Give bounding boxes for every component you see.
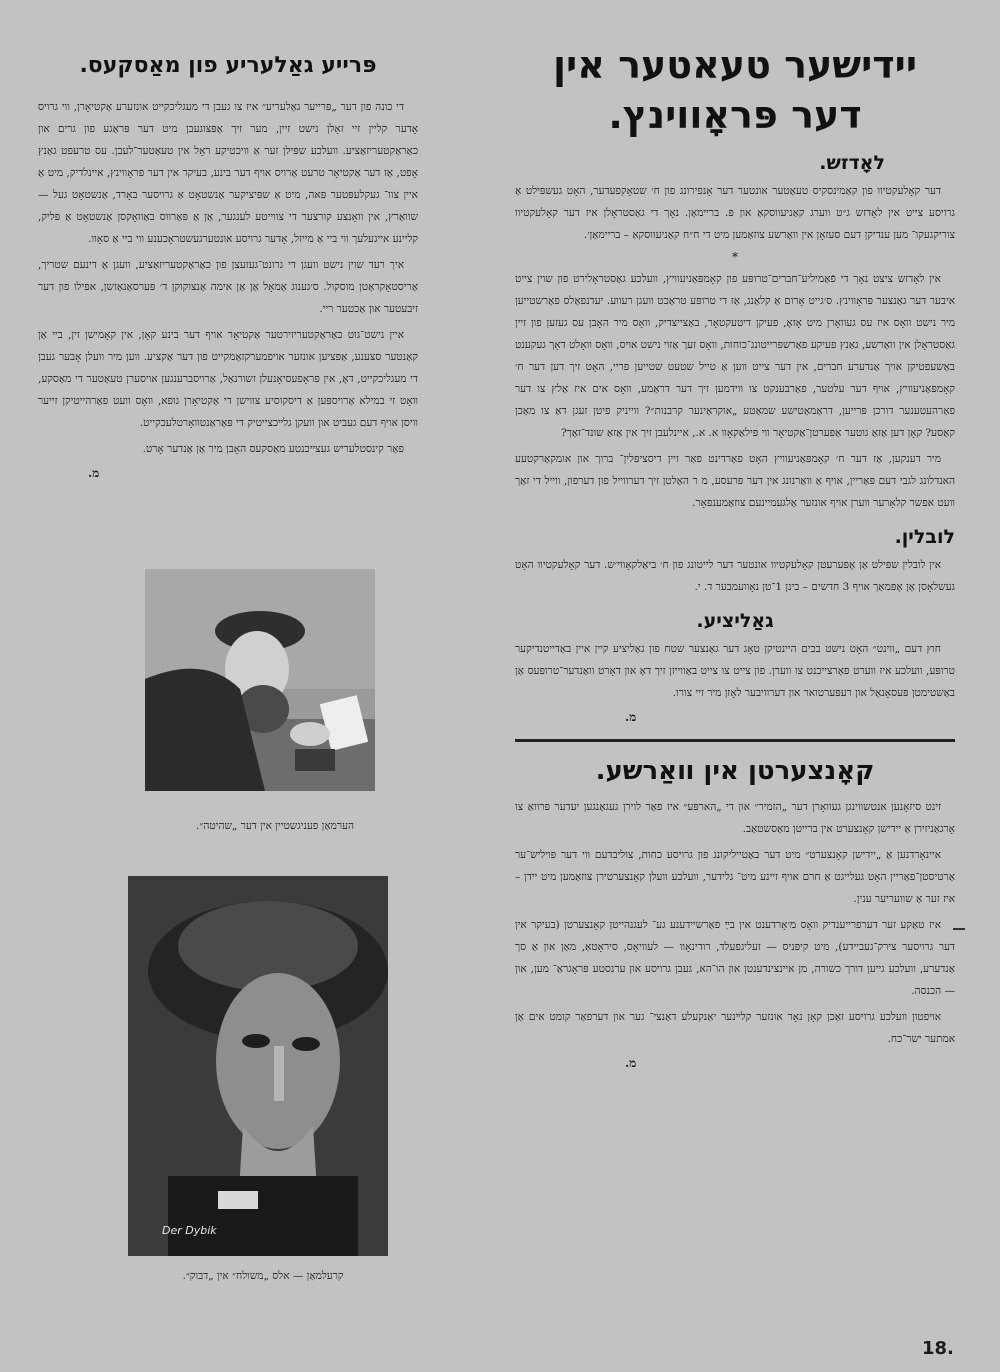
concerts-paragraph-4: אויפטון וועלכע גרויסע זאַכן קאָן נאָר אונזער קלײנער יאַנקעלע דאַנצי־ גער און דערפאַר קומט אים אַן אמתער ישר־כח. [515,1011,955,1045]
photo-reader-caption: הערמאַן פעניגשטיין אין דער „שהיטה״. [196,820,354,832]
section-divider [515,739,955,742]
photo-dybbuk [128,876,388,1256]
photo-dybbuk-caption: קרעלמאַן — אלס „משולח״ אין „דבוק״. [182,1270,344,1282]
masks-paragraph-2: איך רעד שוין נישט וועגן די גרונט־געזעצן פון כאַראַקטעריזאַציע, וועגן אַ דינעם שטריך, אַריסטאָקראַטן מוסקול. ס׳גענוג אַמאָל אַן אַן אימה אַנצוקוקן ד׳ פּערסאַנאַזשן, אפילו פון דער זיבעטער און אַכטער ריי. [38,259,418,315]
galicia-signature: מ. [625,710,637,724]
lublin-heading: לובלין. [894,526,955,548]
lodz-paragraph-1: דער קאָלעקטיוו פון קאַמינסקיס טעאַטער אונטער דער אָנפירונג פון ח׳ שטאָקפעדער, האָט געשפּילט אַ גרויסע צייט אין לאָדזש ג״ט ווערג קאַניעווסקאַ און פּ. בריימאַן. נאָך די גאַסטראָלן איז דער קאָלעקטיוו צוריקגעקו־ מען ענדיקן דעם סעזאָן אין װאַרשע צוזאַמען מיט די ח״ח קאַניעווסקאַ – בריימאַן׳. [515,185,955,241]
masks-paragraph-3: איין נישט־גוט כאַראַקטעריזירטער אַקטיאָר אויף דער בינע קאָן, אין קאָמישן זין, ביי אַן קאַנטער סצענע, אַפּציען אונזער אויפמערקזאַמקייט פון דער אַקציע. ווען מיר וועלן אָבער געבן די מעגליכקייט, דאָ, אין פּראָפעסיאָנעלן זשורנאַל, אַרויסברענגען אויסערן טעאַטער די מאַסקע, וואָט זי במילא אַרויספּען אַ דיסקוסיע צווישן די אַקטיאָרן גופא, וואָס וועט פאַרהייטיקן זייער וויסן אויף דעם געביט און וועקן גלײכצייטיק די פּאַראַנטוואָרטלעכקייט. [38,329,418,429]
lodz-paragraph-2: אין לאָדזש ציצט נאָך די פֿאַמיליע־חברים־טרופּע פון קאָמפּאַניעוויץ, וועלכע גאַסטראָלירט פון שוין צייט איבער דער גאַנצער פּראָווינץ. ס׳גייט אָרום אַ קלאַנג, אַז די טרופּע טראַכט וועגן רעווע. יעדנפאַלס פאַרשטייען מיר נישט וואָס איז עס געוואָרן מיט אָזאָ, פעיקן דיטעקטאָר, באַצייצדיק, וואָס מיר האָבן עס געזען פון זיין גאַסטראָלן אין וואַרשע, גאַנץ פעיקע פאַרשפּרייטונג־כוחות, וואָס זעך אַזוי נישט אויס, וואָס וואָלט דאָך געקענט באַשעפטיקן אויך אַנדערע חברים, אין דער צייט ווען אַ טייל שטעט שטייען פּריי, האָט זיך דען דער ח׳ קאָמפּאַניעוויץ, אויף דער עלטער, פאַרבענקט צו ווידמען זיך דער דראַמע, וואָס אים איז אַלץ צו דער פאַרהעטענער דורכן פּרייען, דראַמאַטישע שמאַטע „אוקראַינער קרבנות״? ווייניק פיטן זעגן דאַ צו מאַכן קאַסע? קאָן דען אַזאַ גוטער אַפּערטן־אַקטיאָר ווי פּילאַקאָוו א. א., איינלעבן זיך אין אַזאַ שונד־זאַך? [515,273,955,439]
right-column [515,40,955,1079]
concerts-heading: קאָנצערטן אין װאַרשע. [595,756,875,786]
margin-dash [953,928,965,930]
concerts-paragraph-1: זינט סיזאָנען אנטשווינגן געוואָרן דער „הזמיר״ און די „הארפּע״ איז פאַר לוירן געגאַנגען יעדער פּרוואַ צו אָרגאַניזירן אַ יידישן קאָנצערט אין ברייטן מאַסשטאַב. [515,801,955,835]
photo-reader [145,569,375,791]
main-title: יידישער טעאטער אין דער פּראָווינץ. [552,43,918,137]
photo-reader-image [145,569,375,791]
section-star: * [732,250,738,264]
concerts-paragraph-3: איז טאַקע זער דערפרייענדיק וואָס מ׳אָרדענט אין בײַ פאַרשיידענע גע־ לעגנהייטן קאָנצערטן (בעיקר אין דער גרויסער צירק־געביידע), מיט קיפּניס — זעליגפעלד, רודינאָוו — לעוויאָס, סיראָטאַ, מאַן און אַ סך אַנדערע, וועלכע גייען דורך כשורה, מן איינצינדענטן און הו־הא, געבן גרויסע און ערנסטע פּראָגראַ־ מען, און — הכנסה. [515,919,955,997]
left-title: פּרייע גאַלעריע פון מאַסקעס. [79,53,377,78]
masks-paragraph-1: די כונה פון דער „פּרייער גאַלעריע״ איז צו געבן די מעגליכקייט אונזערע אַקטיאָרן, ווי גרויס אָדער קליין זיי זאָלן נישט זיין, מער זיך אָפּצוגעבן מיט דער פּראַגע פון גרים און כאַראַקטעריזאַציע. וועלכע שפּילן זער אַ וויכטיקע ראָל אין טעאַטער־לעבן. עס טרעפט גאַנץ אָפט, אַז דער אַקטיאָר טרעט אַרויס אויף דער בינע, בעיקר אין דער פּראָווינץ, איינלדיק, מיט אַ איין צוו־ געקלעפּטער פּאה, מיט אַ שפּיציקער אַנשטאָט אַ גרויסער באָרד, אַנשטאָט געל — שוואַרץ, אין וואָנצע קורצער די צווייטע לענגער, אַן אַ פּאַרווס באַוואָקסן אַנשטאָט אַ פּליק, קליינע אייגעלעך ווי ביי אַ מייזל, אָדער גרויסע אונטערגעשטראָכענע ווי ביי אַ סאָוו. [38,101,418,245]
masks-paragraph-4: פאַר קינסטלעריש געצייכנטע מאַסקעס האָבן מיר אַן אַנדער אָרט. [142,443,404,455]
lodz-paragraph-3: מיר דענקען, אַז דער ח׳ קאָמפּאַניעוויץ האָט פאַרדינט פאַר זיין דיסציפּלין־ ברוך און אומקאַרקטעע האנדלונג לגבי דעם פּאַריין, אויף אַ וואַרנונג אין דער פּרעסע, מ ר האַלטן זיך דערווייל פון דערפון, ווייל די זאַך וועט אפשר קלאָרער ווערן אויף אונזער אַלגעמיינעם צוזאַמענפאָר. [515,453,955,509]
masks-signature: מ. [88,466,100,480]
concerts-signature: מ. [625,1056,637,1070]
lublin-paragraph: אין לובלין שפּילט אַן אָפּערעטן קאָלעקטיוו אונטער דער לייטונג פון ח׳ ביאַלקאָווי׳ש. דער קאָלעקטיוו האָט געשלאָסן אַן אָפּמאַך אויף 3 חדשים – בינן 1־טן נאָוועמבער ד. י. [515,559,955,593]
galicia-paragraph: חוץ דעם „ווינט״ האָט נישט בכים היינטיקן טאָג דער גאַנצער שטח פון גאַליציע קיין איין באַדייטנדיקער טרופּע, וועלכע איז ווערט פאַרצייכנט צו ווערן. פון צייט צו צייט באַווייזן זיך דאָ און דאָרט וואַנדער־טרופּעס אַן באַשטימטן פּעסאָנאַל און רעפּערטואר און דערוויבער לאָזן מיר זיי צורו. [515,643,955,699]
lodz-heading: לאָדזש. [819,152,885,174]
concerts-paragraph-2: איינאָרדנען אַ „יידישן קאָנצערט״ מיט דער באַטייליקונג פון גרויסע כחות, צוליבדעם ווי דער פּויליש־ער אַרטיסטן־פאַריין האָט געלייגט אַ חרם אויף זיינע מיט־ גלידער, וועלכע וועלן קאָנצערטירן צוזאַמען מיט יידן – איז זער אַ שוועריער ענין. [515,849,955,905]
page-number: 18. [922,1338,954,1359]
galicia-heading: גאַליציע. [696,610,774,632]
left-column [38,52,418,489]
photo-dybbuk-image [128,876,388,1256]
photo-dybbuk-inscription: Der Dybik [162,1224,217,1237]
